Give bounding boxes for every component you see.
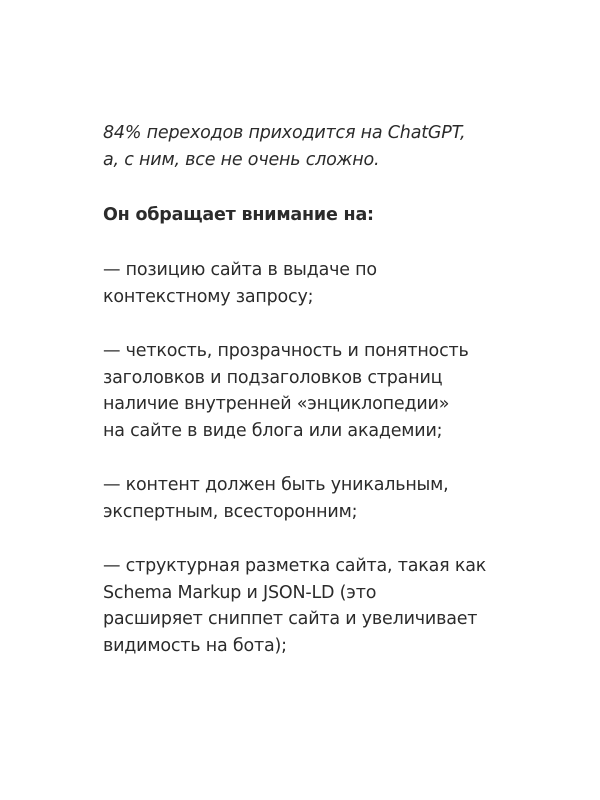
list-item-line: — структурная разметка сайта, такая как — [103, 556, 487, 576]
list-item-line: — позицию сайта в выдаче по — [103, 260, 377, 280]
document-page — [103, 120, 573, 659]
list-item-line: расширяет сниппет сайта и увеличивает — [103, 609, 478, 629]
list-item-position — [103, 257, 573, 310]
list-item-line: экспертным, всесторонним; — [103, 501, 358, 522]
section-heading: Он обращает внимание на: — [103, 205, 374, 225]
intro-line: 84% переходов приходится на ChatGPT, — [103, 123, 466, 143]
list-item-line: — четкость, прозрачность и понятность — [103, 341, 469, 361]
list-item-line: наличие внутренней «энциклопедии» — [103, 394, 450, 414]
list-item-line: Schema Markup и JSON-LD (это — [103, 582, 377, 603]
list-item-content — [103, 472, 573, 525]
list-item-markup — [103, 553, 573, 659]
list-item-line: — контент должен быть уникальным, — [103, 475, 449, 495]
intro-paragraph — [103, 120, 573, 174]
list-item-line: на сайте в виде блога или академии; — [103, 420, 443, 441]
list-item-line: видимость на бота); — [103, 635, 287, 656]
intro-line: а, с ним, все не очень сложно. — [103, 150, 380, 170]
list-item-line: контекстному запросу; — [103, 286, 314, 307]
list-item-clarity — [103, 338, 573, 444]
list-item-line: заголовков и подзаголовков страниц — [103, 367, 443, 388]
